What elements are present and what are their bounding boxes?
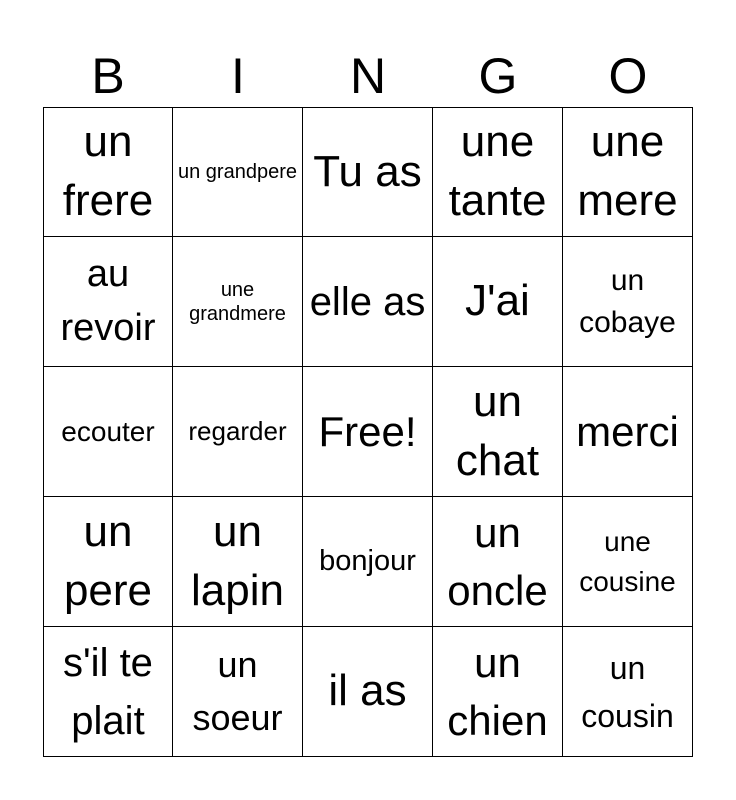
cell-text: un pere (63, 506, 153, 615)
cell-text: un frere (62, 117, 154, 225)
cell-text: une tante (448, 117, 547, 225)
cell-text: un chien (447, 639, 548, 744)
bingo-cell-r2-c3[interactable] (433, 367, 563, 497)
bingo-header (43, 44, 693, 108)
bingo-cell-r1-c4[interactable] (563, 237, 693, 367)
cell-text: ecouter (61, 415, 155, 447)
bingo-cell-r1-c3[interactable] (433, 237, 563, 367)
bingo-cell-r4-c0[interactable] (43, 627, 173, 757)
bingo-cell-r0-c3[interactable] (433, 107, 563, 237)
bingo-cell-r2-c0[interactable] (43, 367, 173, 497)
header-letter-i: I (231, 48, 245, 104)
bingo-cell-r4-c4[interactable] (563, 627, 693, 757)
cell-text: il as (328, 666, 407, 716)
cell-text: J'ai (465, 276, 530, 326)
bingo-cell-r0-c2[interactable] (303, 107, 433, 237)
cell-text: un cobaye (579, 264, 676, 339)
bingo-cell-r4-c2[interactable] (303, 627, 433, 757)
cell-text: un oncle (447, 509, 548, 614)
cell-text: bonjour (319, 545, 416, 578)
bingo-grid (43, 107, 693, 757)
cell-text: un lapin (191, 506, 284, 615)
bingo-cell-r1-c0[interactable] (43, 237, 173, 367)
bingo-cell-r0-c4[interactable] (563, 107, 693, 237)
cell-text: Free! (318, 407, 417, 455)
bingo-cell-r1-c2[interactable] (303, 237, 433, 367)
cell-text: une cousine (579, 526, 676, 597)
cell-text: au revoir (60, 253, 156, 349)
header-letter-b: B (91, 48, 125, 104)
cell-text: regarder (188, 415, 287, 446)
bingo-cell-r1-c1[interactable] (173, 237, 303, 367)
bingo-cell-r3-c1[interactable] (173, 497, 303, 627)
cell-text: un chat (455, 376, 540, 485)
bingo-cell-r0-c1[interactable] (173, 107, 303, 237)
cell-text: une grandmere (189, 278, 286, 325)
cell-text: s'il te plait (63, 640, 153, 743)
bingo-cell-r2-c1[interactable] (173, 367, 303, 497)
bingo-cell-r0-c0[interactable] (43, 107, 173, 237)
bingo-cell-r3-c2[interactable] (303, 497, 433, 627)
bingo-cell-r3-c4[interactable] (563, 497, 693, 627)
header-letter-o: O (608, 48, 648, 104)
bingo-cell-r4-c1[interactable] (173, 627, 303, 757)
bingo-cell-r3-c0[interactable] (43, 497, 173, 627)
bingo-cell-r2-c2[interactable] (303, 367, 433, 497)
header-letter-n: N (349, 48, 387, 104)
bingo-cell-r3-c3[interactable] (433, 497, 563, 627)
cell-text: un grandpere (178, 161, 297, 183)
cell-text: elle as (309, 279, 426, 324)
cell-text: un soeur (192, 644, 283, 738)
bingo-cell-r4-c3[interactable] (433, 627, 563, 757)
bingo-cell-r2-c4[interactable] (563, 367, 693, 497)
cell-text: une mere (577, 117, 678, 225)
cell-text: un cousin (581, 649, 674, 734)
cell-text: Tu as (313, 146, 422, 196)
cell-text: merci (576, 407, 679, 455)
header-letter-g: G (478, 48, 518, 104)
